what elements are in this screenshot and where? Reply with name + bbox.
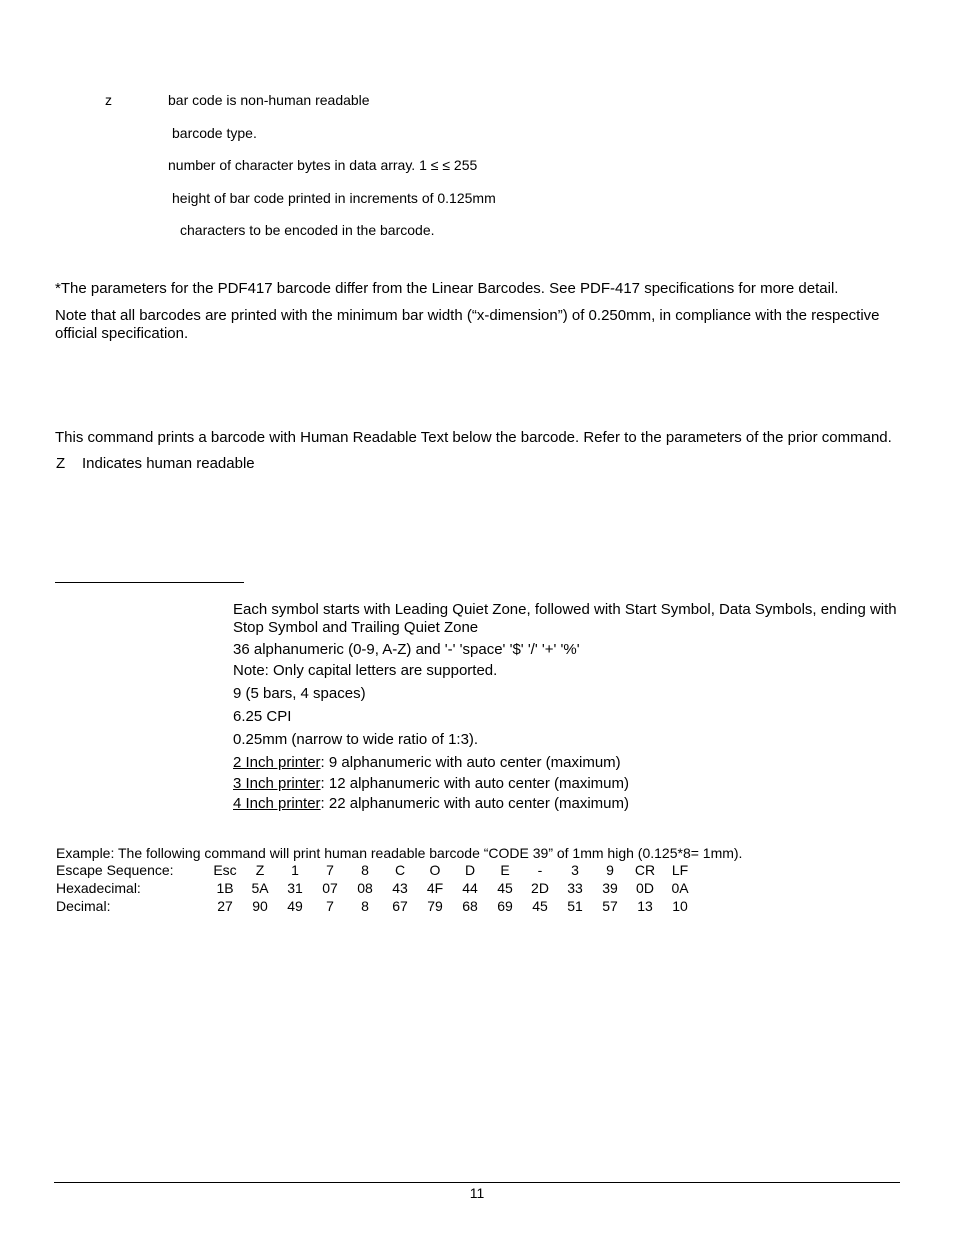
cell: - — [537, 862, 543, 878]
param-key-z: z — [105, 92, 112, 108]
param-key-Z: Z — [56, 455, 66, 472]
page-number: 11 — [469, 1185, 485, 1201]
section-rule — [55, 582, 244, 583]
printer-value: : 22 alphanumeric with auto center (maximum) — [320, 795, 630, 812]
cell: O — [429, 862, 441, 878]
cell: 51 — [567, 898, 583, 914]
spec-density: 6.25 CPI — [233, 708, 292, 725]
cell: 8 — [361, 862, 369, 878]
cell: 68 — [462, 898, 478, 914]
cell: 07 — [322, 880, 338, 896]
table-row — [0, 862, 954, 880]
cell: 45 — [497, 880, 513, 896]
pdf417-note: *The parameters for the PDF417 barcode differ from the Linear Barcodes. See PDF-417 specifications for more detail. — [55, 280, 839, 297]
table-row — [0, 898, 954, 916]
param-desc: bar code is non-human readable — [168, 92, 370, 108]
cell: 43 — [392, 880, 408, 896]
cell: 69 — [497, 898, 513, 914]
cell: 5A — [251, 880, 269, 896]
row-label: Escape Sequence: — [56, 862, 174, 878]
cell: 79 — [427, 898, 443, 914]
cell: 31 — [287, 880, 303, 896]
cell: Z — [255, 862, 265, 878]
spec-charset: 36 alphanumeric (0-9, A-Z) and '-' 'space' '$' '/' '+' '%' — [233, 641, 580, 658]
example-text: Example: The following command will print human readable barcode “CODE 39” of 1mm high (0.125*8= 1mm). — [56, 845, 743, 861]
cell: 45 — [532, 898, 548, 914]
cell: 67 — [392, 898, 408, 914]
param-desc: barcode type. — [172, 125, 257, 141]
spec-elements: 9 (5 bars, 4 spaces) — [233, 685, 366, 702]
printer-label: 2 Inch printer — [233, 754, 321, 771]
spec-printer-2inch — [233, 754, 621, 772]
spec-width: 0.25mm (narrow to wide ratio of 1:3). — [233, 731, 479, 748]
printer-value: : 12 alphanumeric with auto center (maximum) — [320, 775, 630, 792]
row-label: Decimal: — [56, 898, 111, 914]
param-desc-human-readable: Indicates human readable — [82, 455, 255, 472]
cell: 9 — [606, 862, 614, 878]
cell: 44 — [462, 880, 478, 896]
param-desc: number of character bytes in data array. 1 ≤ ≤ 255 — [168, 157, 478, 173]
spec-printer-3inch — [233, 775, 629, 793]
cell: 13 — [637, 898, 653, 914]
cell: C — [394, 862, 406, 878]
cell: 27 — [217, 898, 233, 914]
cell: 39 — [602, 880, 618, 896]
cell: 10 — [672, 898, 688, 914]
cell: 7 — [326, 898, 334, 914]
cell: 7 — [326, 862, 334, 878]
cell: 49 — [287, 898, 303, 914]
cell: CR — [634, 862, 656, 878]
spec-charset-note: Note: Only capital letters are supported. — [233, 662, 498, 679]
cell: 90 — [252, 898, 268, 914]
footer-rule — [54, 1182, 900, 1183]
cell: 8 — [361, 898, 369, 914]
cell: 4F — [426, 880, 444, 896]
cell: 0D — [636, 880, 654, 896]
spec-printer-4inch — [233, 795, 629, 813]
cell: 1 — [291, 862, 299, 878]
cell: 3 — [571, 862, 579, 878]
cell: 0A — [671, 880, 689, 896]
x-dimension-note: Note that all barcodes are printed with the minimum bar width (“x-dimension”) of 0.250mm, in compliance with the respective official specification. — [55, 307, 880, 342]
param-desc: characters to be encoded in the barcode. — [180, 222, 435, 238]
cell: 2D — [531, 880, 549, 896]
cell: 1B — [216, 880, 234, 896]
param-desc: height of bar code printed in increments of 0.125mm — [172, 190, 496, 206]
printer-value: : 9 alphanumeric with auto center (maximum) — [320, 754, 621, 771]
cell: LF — [671, 862, 689, 878]
table-row — [0, 880, 954, 898]
cell: 08 — [357, 880, 373, 896]
spec-structure: Each symbol starts with Leading Quiet Zone, followed with Start Symbol, Data Symbols, ending with Stop Symbol and Trailing Quiet Zone — [233, 601, 897, 636]
printer-label: 4 Inch printer — [233, 795, 321, 812]
cell: Esc — [213, 862, 237, 878]
cell: E — [500, 862, 510, 878]
row-label: Hexadecimal: — [56, 880, 141, 896]
cell: 57 — [602, 898, 618, 914]
cell: 33 — [567, 880, 583, 896]
human-readable-intro: This command prints a barcode with Human Readable Text below the barcode. Refer to the parameters of the prior command. — [55, 429, 892, 446]
cell: D — [464, 862, 476, 878]
printer-label: 3 Inch printer — [233, 775, 321, 792]
